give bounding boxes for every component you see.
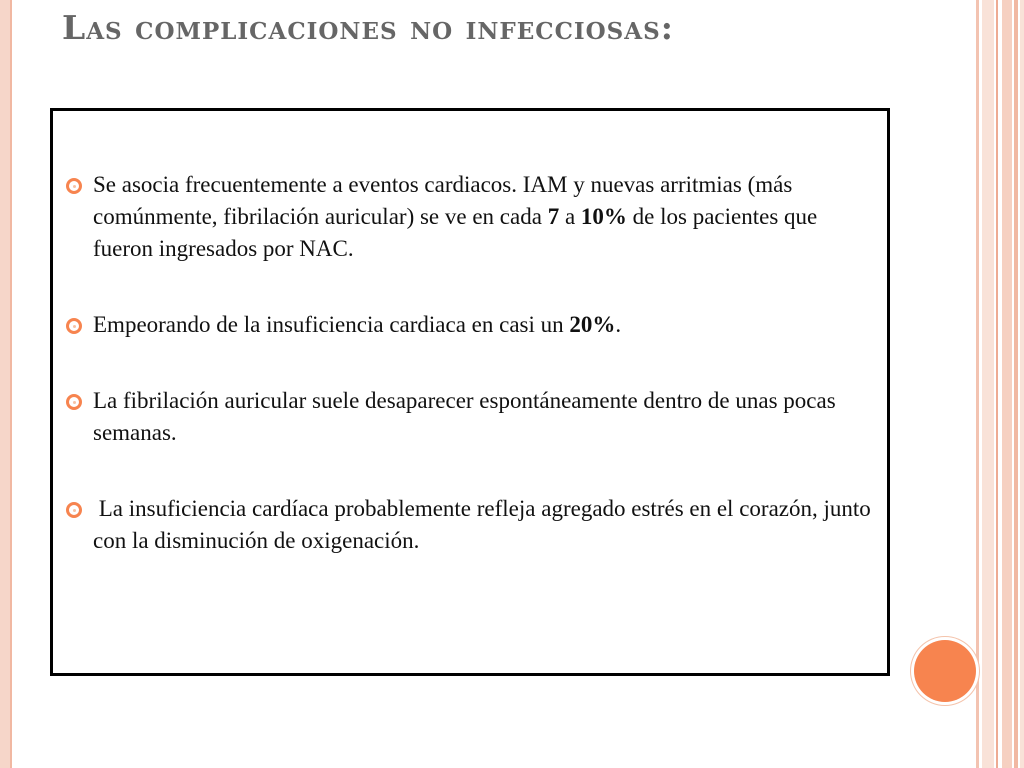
bullet-text: Se asocia frecuentemente a eventos cardiacos. IAM y nuevas arritmias (más comúnmente, fibrilación auricular) se ve en cada 7 a 10% de los pacientes que fueron ingresados por NAC.	[93, 172, 823, 261]
bullet-circle-icon	[66, 502, 82, 518]
right-decorative-stripes	[976, 0, 1024, 768]
bullet-item	[53, 169, 873, 265]
bullet-item	[53, 385, 873, 449]
orange-circle-decoration	[914, 640, 976, 702]
slide-title: Las complicaciones no infecciosas:	[62, 8, 674, 47]
bullet-text: La insuficiencia cardíaca probablemente refleja agregado estrés en el corazón, junto con la disminución de oxigenación.	[93, 496, 877, 553]
content-box	[50, 108, 890, 676]
bullet-text: La fibrilación auricular suele desaparecer espontáneamente dentro de unas pocas semanas.	[93, 388, 842, 445]
bullet-circle-icon	[66, 318, 82, 334]
left-decorative-stripe	[0, 0, 10, 768]
bullet-text: Empeorando de la insuficiencia cardiaca en casi un 20%.	[93, 312, 622, 337]
bullet-circle-icon	[66, 178, 82, 194]
bullet-item	[53, 309, 873, 341]
bullet-item	[53, 493, 877, 557]
bullet-list	[53, 169, 877, 601]
bullet-circle-icon	[66, 394, 82, 410]
